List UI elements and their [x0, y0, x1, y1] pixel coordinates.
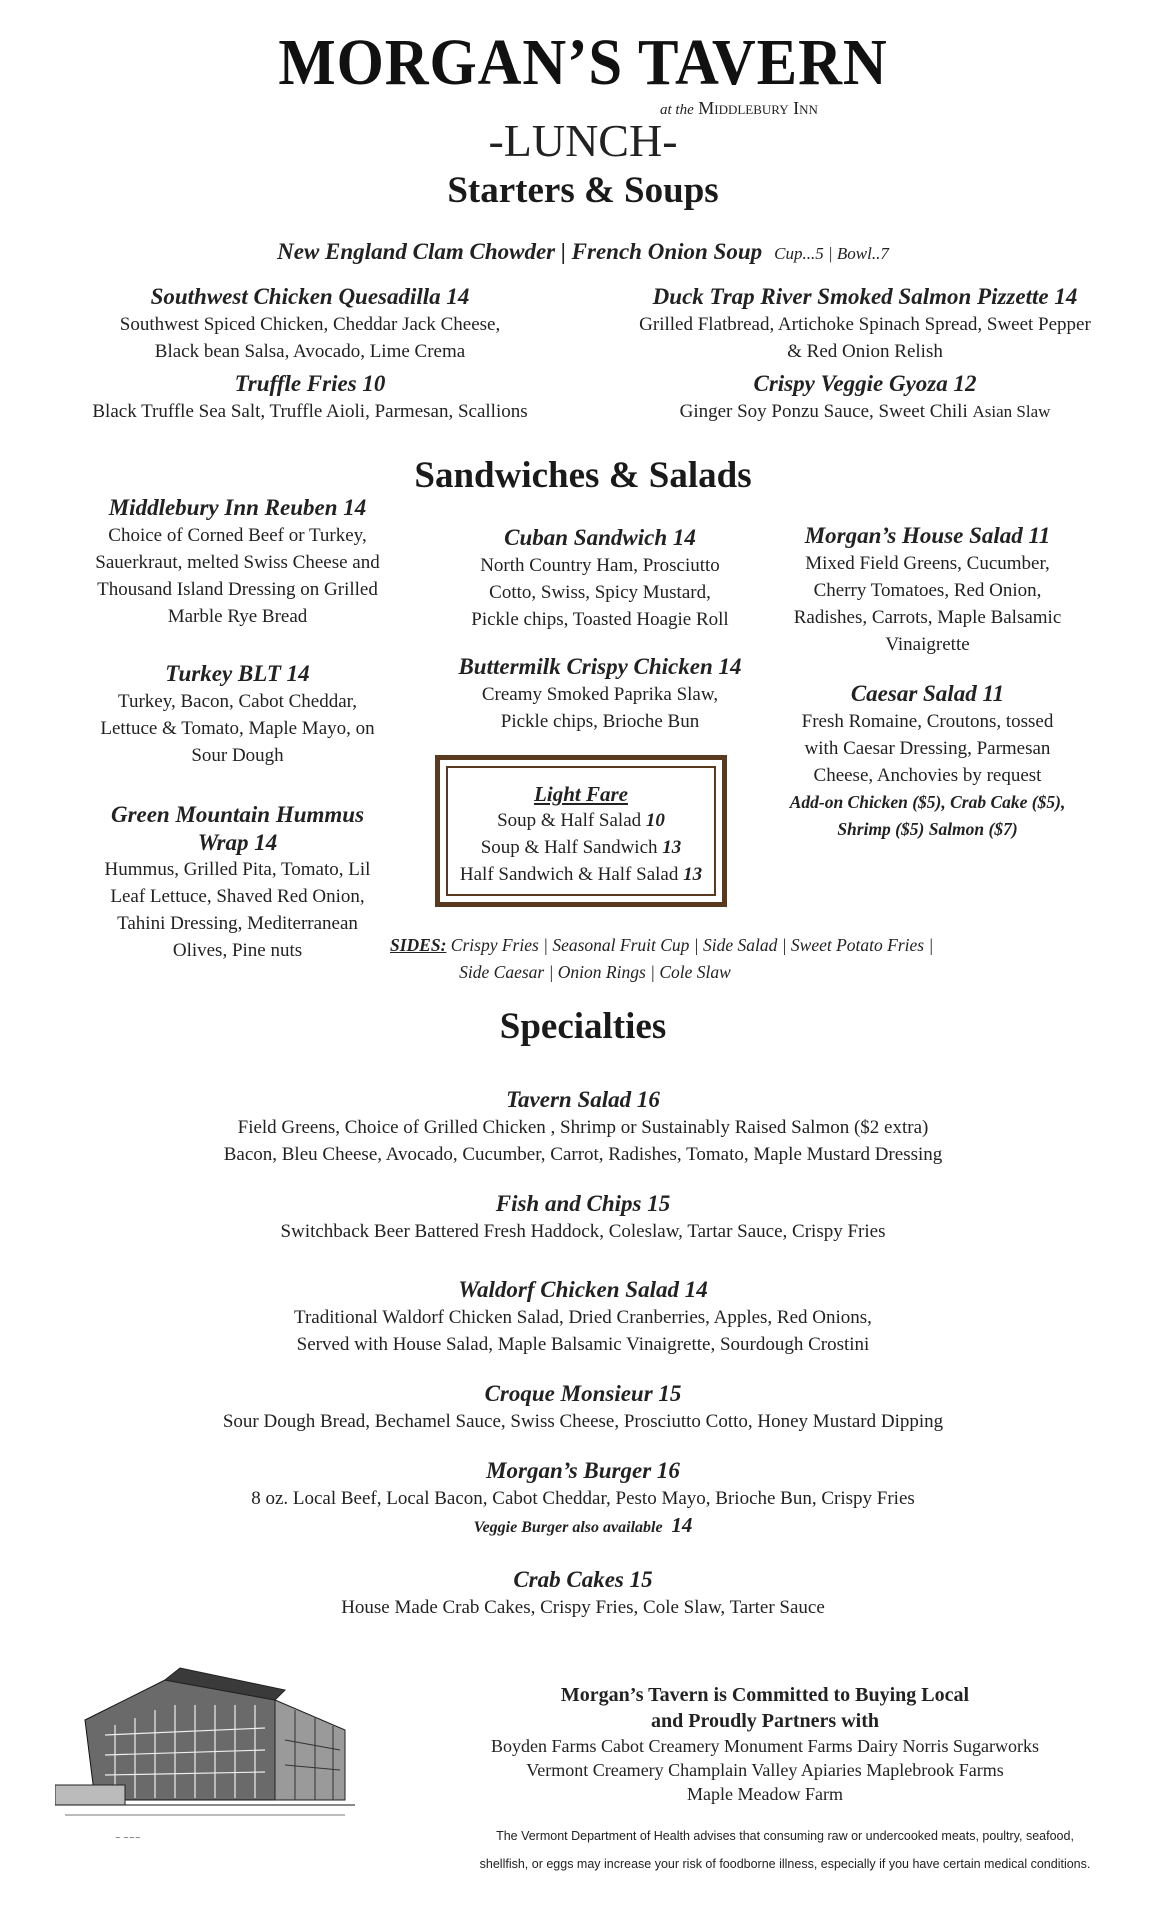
subtitle-place: Middlebury Inn [698, 98, 818, 118]
item-desc: Black bean Salsa, Avocado, Lime Crema [154, 340, 466, 362]
partners-line: Boyden Farms Cabot Creamery Monument Farms Dairy Norris Sugarworks [491, 1736, 1039, 1756]
veggie-text: Veggie Burger also available [473, 1518, 663, 1536]
item-name: Waldorf Chicken Salad 14 [458, 1277, 708, 1302]
item-desc: Mixed Field Greens, Cucumber, [805, 552, 1050, 574]
item-desc: & Red Onion Relish [787, 340, 943, 362]
item-desc: 8 oz. Local Beef, Local Bacon, Cabot Cheddar, Pesto Mayo, Brioche Bun, Crispy Fries [251, 1487, 915, 1509]
item-name: Crab Cakes 15 [513, 1567, 653, 1592]
partners-line: Maple Meadow Farm [687, 1784, 843, 1804]
item-name: Duck Trap River Smoked Salmon Pizzette 14 [652, 284, 1078, 309]
item-name: Croque Monsieur 15 [484, 1381, 682, 1406]
item-hummus-wrap [60, 801, 415, 964]
item-name: Tavern Salad 16 [506, 1087, 660, 1112]
item-desc: Grilled Flatbread, Artichoke Spinach Spread, Sweet Pepper [639, 313, 1091, 335]
starter-truffle-fries [60, 370, 560, 425]
item-desc: Bacon, Bleu Cheese, Avocado, Cucumber, Carrot, Radishes, Tomato, Maple Mustard Dressing [223, 1143, 943, 1165]
item-name: Truffle Fries 10 [234, 371, 386, 396]
veggie-burger-note [0, 1512, 1166, 1541]
soups-line [0, 238, 1166, 266]
item-name: Cuban Sandwich 14 [504, 525, 696, 550]
inn-subtitle [660, 98, 818, 119]
item-desc: Traditional Waldorf Chicken Salad, Dried Cranberries, Apples, Red Onions, [294, 1306, 872, 1328]
item-desc-small: Asian Slaw [972, 401, 1051, 421]
item-turkey-blt [60, 660, 415, 769]
item-name: Green Mountain Hummus [110, 802, 365, 827]
commit-line-1: Morgan’s Tavern is Committed to Buying Local [560, 1684, 970, 1706]
item-desc: Served with House Salad, Maple Balsamic Vinaigrette, Sourdough Crostini [296, 1333, 870, 1355]
item-desc: Sauerkraut, melted Swiss Cheese and [95, 551, 380, 573]
item-desc: Black Truffle Sea Salt, Truffle Aioli, Parmesan, Scallions [92, 400, 528, 422]
item-desc: North Country Ham, Prosciutto [480, 554, 720, 576]
item-desc-main: Ginger Soy Ponzu Sauce, Sweet Chili [679, 400, 968, 422]
item-name: Morgan’s House Salad 11 [804, 523, 1051, 548]
item-desc: Turkey, Bacon, Cabot Cheddar, [118, 690, 357, 712]
item-desc: Fresh Romaine, Croutons, tossed [801, 710, 1054, 732]
item-desc: House Made Crab Cakes, Crispy Fries, Cole Slaw, Tarter Sauce [341, 1596, 825, 1618]
veggie-price: 14 [671, 1512, 693, 1537]
sandwiches-heading: Sandwiches & Salads [414, 455, 752, 496]
sketch-caption-mark: ~ ~~~ [115, 1834, 141, 1842]
starters-heading: Starters & Soups [447, 170, 719, 211]
item-crab-cakes [0, 1566, 1166, 1621]
advisory-line: shellfish, or eggs may increase your risk of foodborne illness, especially if you have certain medical conditions. [479, 1857, 1091, 1871]
item-croque-monsieur [0, 1380, 1166, 1435]
item-name: Fish and Chips 15 [495, 1191, 671, 1216]
item-desc: Thousand Island Dressing on Grilled [97, 578, 378, 600]
item-desc: Switchback Beer Battered Fresh Haddock, Coleslaw, Tartar Sauce, Crispy Fries [280, 1220, 886, 1242]
local-commitment [405, 1682, 1125, 1806]
item-desc: Sour Dough Bread, Bechamel Sauce, Swiss Cheese, Prosciutto Cotto, Honey Mustard Dipping [222, 1410, 944, 1432]
specialties-heading: Specialties [499, 1006, 667, 1047]
item-desc: Radishes, Carrots, Maple Balsamic [793, 606, 1062, 628]
item-tavern-salad [0, 1086, 1166, 1168]
sides-line-2: Side Caesar | Onion Rings | Cole Slaw [459, 962, 731, 982]
item-name: Middlebury Inn Reuben 14 [108, 495, 367, 520]
starter-quesadilla [60, 283, 560, 365]
light-fare-title: Light Fare [534, 782, 628, 806]
item-desc: Marble Rye Bread [167, 605, 308, 627]
sides-label: SIDES: [390, 935, 447, 955]
item-desc: Cheese, Anchovies by request [813, 764, 1042, 786]
item-desc: Pickle chips, Brioche Bun [500, 710, 700, 732]
item-name: Morgan’s Burger 16 [486, 1458, 680, 1483]
item-desc: Leaf Lettuce, Shaved Red Onion, [110, 886, 365, 908]
item-house-salad [765, 522, 1090, 658]
item-name: Buttermilk Crispy Chicken 14 [458, 654, 742, 679]
item-desc: Creamy Smoked Paprika Slaw, [481, 683, 719, 705]
sides-line-1 [390, 932, 934, 959]
item-desc: Southwest Spiced Chicken, Cheddar Jack Cheese, [119, 313, 501, 335]
item-desc: Tahini Dressing, Mediterranean [117, 913, 358, 935]
sides-section [390, 932, 934, 986]
starter-salmon-pizzette [595, 283, 1135, 365]
item-reuben [60, 494, 415, 630]
item-name: Caesar Salad 11 [850, 681, 1005, 706]
item-desc: Sour Dough [191, 744, 284, 766]
item-waldorf-salad [0, 1276, 1166, 1358]
middlebury-inn-illustration [55, 1650, 360, 1860]
soups-price: Cup...5 | Bowl..7 [774, 244, 889, 263]
subtitle-prefix: at the [660, 102, 694, 118]
light-fare-content [440, 782, 722, 888]
addon-line: Add-on Chicken ($5), Crab Cake ($5), [789, 791, 1066, 812]
item-name: Turkey BLT 14 [165, 661, 310, 686]
item-crispy-chicken [430, 653, 770, 735]
light-fare-line: Soup & Half Sandwich 13 [480, 837, 682, 859]
soups-title: New England Clam Chowder | French Onion Soup [277, 239, 763, 264]
item-name: Wrap 14 [197, 829, 278, 855]
item-desc: Cotto, Swiss, Spicy Mustard, [489, 581, 711, 603]
item-desc: Vinaigrette [885, 633, 970, 655]
addon-line: Shrimp ($5) Salmon ($7) [837, 818, 1018, 839]
restaurant-title: MORGAN’S TAVERN [278, 26, 888, 99]
item-cuban [430, 524, 770, 633]
sides-text: Crispy Fries | Seasonal Fruit Cup | Side Salad | Sweet Potato Fries | [446, 935, 934, 955]
item-desc: Olives, Pine nuts [172, 940, 303, 962]
item-desc: Pickle chips, Toasted Hoagie Roll [471, 608, 729, 630]
meal-title: -LUNCH- [488, 115, 678, 166]
partners-line: Vermont Creamery Champlain Valley Apiaries Maplebrook Farms [526, 1760, 1004, 1780]
item-desc: Cherry Tomatoes, Red Onion, [813, 579, 1042, 601]
item-morgans-burger [0, 1457, 1166, 1541]
item-desc: Field Greens, Choice of Grilled Chicken , Shrimp or Sustainably Raised Salmon ($2 extra) [237, 1116, 929, 1138]
health-advisory [420, 1822, 1150, 1878]
advisory-line: The Vermont Department of Health advises that consuming raw or undercooked meats, poultry, seafood, [496, 1829, 1074, 1843]
item-desc: Choice of Corned Beef or Turkey, [108, 524, 367, 546]
light-fare-line: Soup & Half Salad 10 [497, 810, 665, 832]
item-desc: with Caesar Dressing, Parmesan [804, 737, 1051, 759]
commit-line-2: and Proudly Partners with [651, 1710, 879, 1732]
item-desc: Hummus, Grilled Pita, Tomato, Lil [104, 859, 371, 881]
light-fare-box [435, 755, 727, 907]
item-desc: Lettuce & Tomato, Maple Mayo, on [100, 717, 375, 739]
item-fish-and-chips [0, 1190, 1166, 1245]
item-name: Southwest Chicken Quesadilla 14 [150, 284, 470, 309]
starter-veggie-gyoza [595, 370, 1135, 425]
hotel-sketch-icon [55, 1650, 360, 1860]
item-desc [595, 398, 1135, 425]
item-name: Crispy Veggie Gyoza 12 [753, 371, 977, 396]
light-fare-line: Half Sandwich & Half Salad 13 [459, 864, 703, 886]
item-caesar-salad [755, 680, 1100, 843]
